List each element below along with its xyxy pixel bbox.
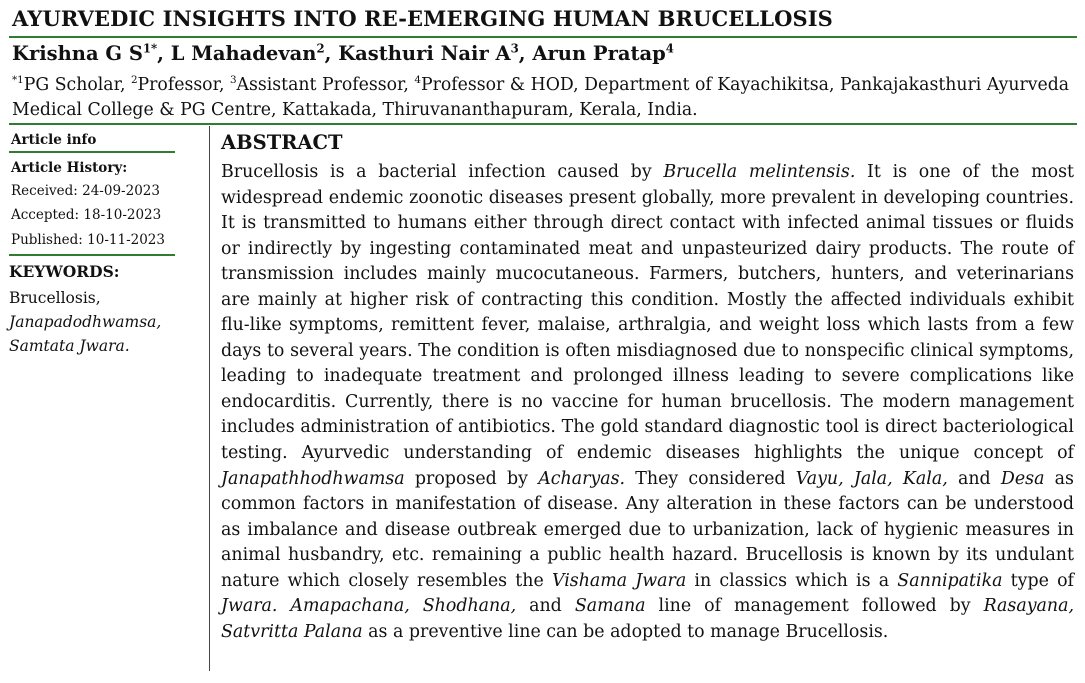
abstract-text: in classics which is a	[686, 570, 898, 591]
abstract-italic-term: Jwara. Amapachana, Shodhana,	[221, 596, 517, 617]
history-rule	[9, 254, 175, 256]
title-rule	[9, 36, 1077, 38]
author-sup: 3	[510, 41, 519, 56]
abstract-text: type of	[1002, 570, 1074, 591]
affil-text: PG Scholar,	[23, 75, 131, 95]
affil-text: Assistant Professor,	[236, 75, 415, 95]
abstract-text: They considered	[625, 468, 796, 489]
author-sup: 1*	[142, 41, 158, 56]
abstract-text: Brucellosis is a bacterial infection caused by	[221, 162, 664, 182]
abstract-text: as common factors in manifestation of disease. Any alteration in these factors can be understood as imbalance and disease outbreak emerged due to urbanization, lack of hygienic measures in animal husbandry, etc. remaining a public health hazard. Brucellosis is known by its undulant nature which closely resembles the	[221, 468, 1074, 591]
published-date: Published: 10-11-2023	[11, 232, 165, 248]
abstract-italic-term: Brucella melintensis.	[663, 162, 856, 182]
abstract-text: line of management followed by	[645, 596, 984, 617]
abstract-text: It is one of the most widespread endemic zoonotic diseases present globally, more prevalent in developing countries. It is transmitted to humans either through direct contact with infected animal tissues or fluids or indirectly by ingesting contaminated meat and unpasteurized dairy products. The route of transmission includes mainly mucocutaneous. Farmers, butchers, hunters, and veterinarians are mainly at higher risk of contracting this condition. Mostly the affected individuals exhibit flu-like symptoms, remittent fever, malaise, arthralgia, and weight loss which lasts from a few days to several years. The condition is often misdiagnosed due to nonspecific clinical symptoms, leading to inadequate treatment and prolonged illness leading to severe complications like endocarditis. Currently, there is no vaccine for human brucellosis. The modern management includes administration of antibiotics. The gold standard diagnostic tool is direct bacteriological testing. Ayurvedic understanding of endemic diseases highlights the unique concept of	[221, 162, 1074, 464]
article-history-label: Article History:	[11, 160, 128, 176]
article-info-rule	[9, 151, 175, 153]
paper-title: AYURVEDIC INSIGHTS INTO RE-EMERGING HUMAN BRUCELLOSIS	[12, 6, 833, 31]
abstract-italic-term: Samana	[574, 596, 646, 617]
affil-sup: 4	[414, 74, 421, 87]
author-name: Kasthuri Nair A	[338, 42, 511, 65]
header-rule	[9, 123, 1077, 125]
abstract-text: and	[516, 596, 575, 617]
author-name: Arun Pratap	[532, 42, 666, 65]
abstract-heading: ABSTRACT	[221, 131, 343, 154]
abstract-text: proposed by	[404, 468, 539, 489]
keyword-item: Brucellosis,	[9, 289, 101, 307]
keyword-item: Samtata Jwara.	[9, 337, 130, 355]
article-info-heading: Article info	[11, 132, 97, 148]
author-name: L Mahadevan	[170, 42, 317, 65]
author-name: Krishna G S	[12, 42, 143, 65]
author-sup: 4	[665, 41, 674, 56]
abstract-italic-term: Janapathhodhwamsa	[221, 468, 405, 489]
abstract-text: as a preventive line can be adopted to manage Brucellosis.	[362, 621, 889, 642]
affil-text: Professor & HOD, Department of Kayachikitsa, Pankajakasthuri Ayurveda Medical College & PG Centre, Kattakada, Thiruvananthapuram, Kerala, India.	[12, 75, 1070, 120]
abstract-text: and	[947, 468, 1001, 489]
author-list: Krishna G $S^{1*}$, L Mahadevan$^2$, Kasthuri Nair $A^3$, Arun Pratap$^4$	[12, 41, 674, 65]
received-date: Received: 24-09-2023	[11, 183, 160, 199]
column-divider	[209, 126, 210, 671]
abstract-italic-term: Vayu, Jala, Kala,	[795, 468, 948, 489]
affiliation	[12, 73, 1077, 123]
abstract-italic-term: Sannipatika	[897, 570, 1003, 591]
abstract-italic-term: Desa	[1000, 468, 1045, 489]
affil-text: Professor,	[137, 75, 230, 95]
affil-sup: 2	[130, 74, 138, 87]
abstract-body	[221, 160, 1074, 645]
keyword-item: Janapadodhwamsa,	[9, 313, 162, 331]
abstract-italic-term: Acharyas.	[538, 468, 626, 489]
affil-sup: *1	[12, 74, 24, 87]
abstract-italic-term: Vishama Jwara	[551, 570, 687, 591]
accepted-date: Accepted: 18-10-2023	[11, 207, 162, 223]
author-sup: 2	[316, 41, 325, 56]
affil-sup: 3	[229, 74, 237, 87]
keywords-heading: KEYWORDS:	[9, 262, 120, 281]
abstract-italic-term: Rasayana, Satvritta Palana	[221, 596, 1075, 642]
